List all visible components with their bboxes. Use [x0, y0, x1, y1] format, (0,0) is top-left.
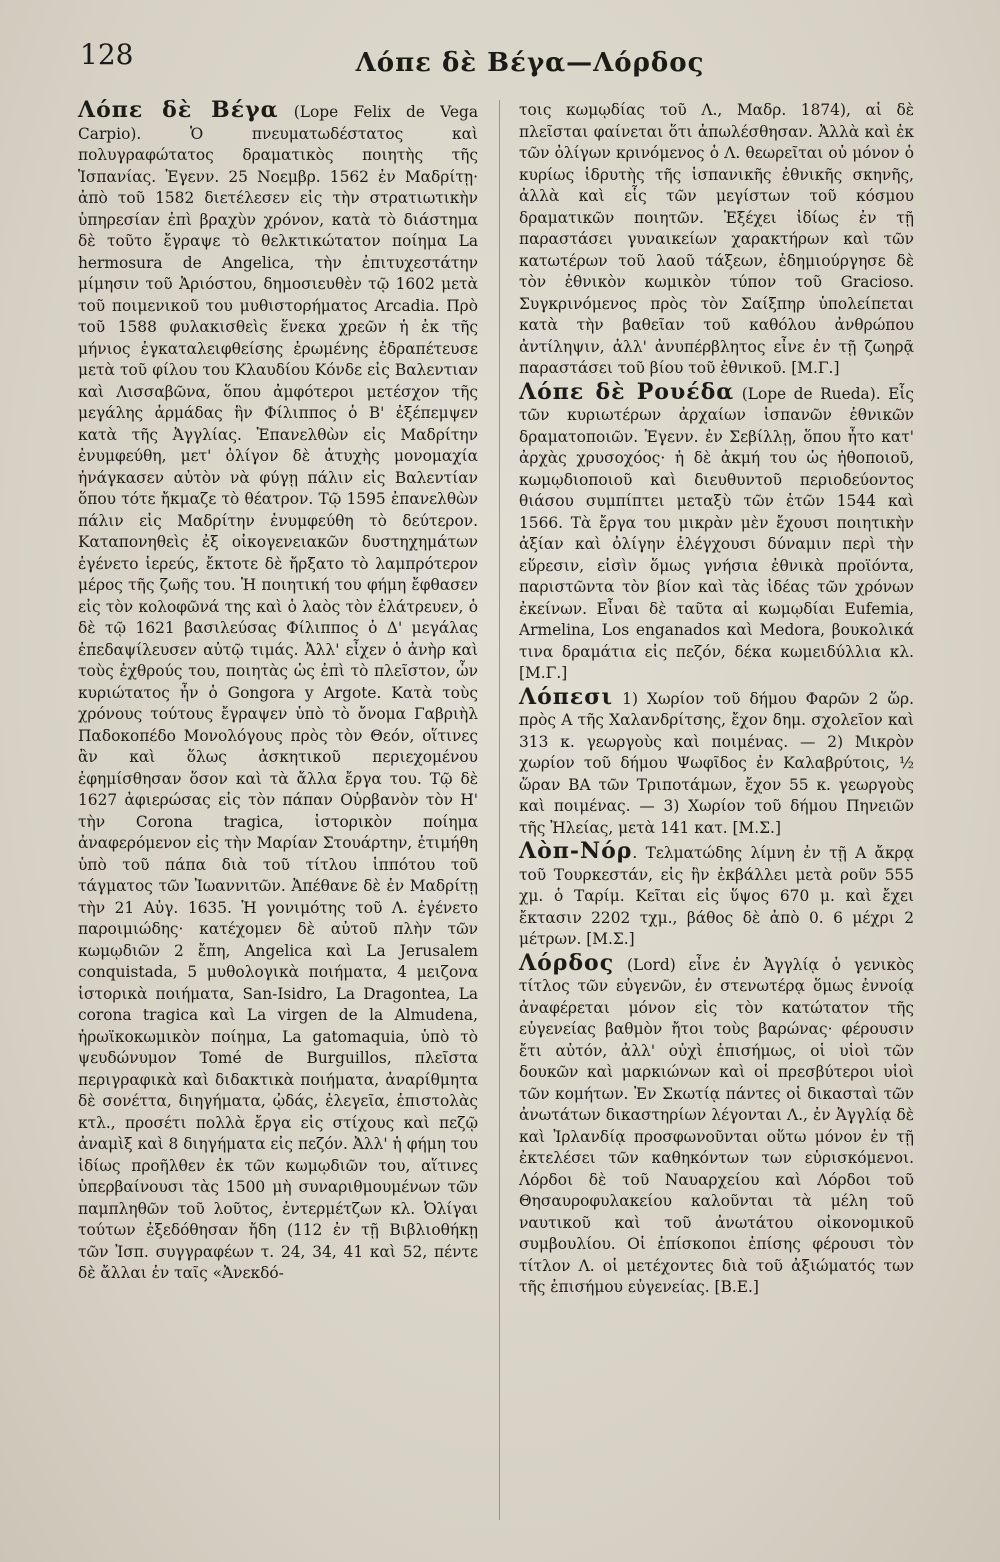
- entry-paragraph: [519, 100, 914, 380]
- entry-lordos: [519, 949, 914, 1299]
- right-column: [519, 100, 914, 1301]
- entry-paragraph: [519, 838, 914, 951]
- entry-text: (Lope Felix de Vega Carpio). Ὁ πνευματωδέστατος καὶ πολυγραφώτατος δραματικὸς ποιητὴς τῆς Ἱσπανίας. Ἐγενν. 25 Νοεμβρ. 1562 ἐν Μαδρίτῃ· ἀπὸ τοῦ 1582 διετέλεσεν εἰς τὴν στρατιωτικὴν ὑπηρεσίαν ἐπὶ βραχὺν χρόνον, κατὰ τὸ διάστημα δὲ τοῦτο ἔγραψε τὸ θελκτικώτατον ποίημα La hermosura de Angelica, τὴν ἐπιτυχεστάτην μίμησιν τοῦ Ἀριόστου, δημοσιευθὲν τῷ 1602 μετὰ τοῦ ποιμενικοῦ του μυθιστορήματος Arcadia. Πρὸ τοῦ 1588 φυλακισθεὶς ἕνεκα χρεῶν ἡ ἐκ τῆς μήνιος ἐγκαταλειφθείσης ἐρωμένης ἐδραπέτευσε μετὰ τοῦ φίλου του Κλαυδίου Κόνδε εἰς Βαλεντιαν καὶ Λισσαβῶνα, ὅπου ἀμφότεροι μετέσχον τῆς μεγάλης ἁρμάδας ἣν Φίλιππος ὁ Β' ἐξέπεμψεν κατὰ τῆς Ἀγγλίας. Ἐπανελθὼν εἰς Μαδρίτην ἐνυμφεύθη, μετ' ὀλίγον δὲ ἀτυχὴς μονομαχία ἠνάγκασεν αὐτὸν νὰ φύγῃ πάλιν εἰς Βαλεντίαν ὅπου τότε ἤκμαζε τὸ θέατρον. Τῷ 1595 ἐπανελθὼν πάλιν εἰς Μαδρίτην ἐνυμφεύθη τὸ δεύτερον. Καταπονηθεὶς ἐξ οἰκογενειακῶν δυστηχημάτων ἐγένετο ἱερεύς, ἔκτοτε δὲ ἤρξατο τὸ λαμπρότερον μέρος τῆς ζωῆς του. Ἡ ποιητική του φήμη ἔφθασεν εἰς τὸν κολοφῶνά της καὶ ὁ λαὸς τὸν ἐλάτρευεν, ὁ δὲ τῷ 1621 βασιλεύσας Φίλιππος ὁ Δ' μεγάλας ἐπεδαψίλευσεν αὐτῷ τιμάς. Ἀλλ' εἶχεν ὁ ἀνὴρ καὶ τοὺς ἐχθρούς του, ποιητὰς ὡς ἐπὶ τὸ πλεῖστον, ὧν κυριώτατος ἦν ὁ Gongora y Argote. Κατὰ τοὺς χρόνους τούτους ἔγραψεν ὑπὸ τὸ ὄνομα Γαβριὴλ Παδοκοπέδο Μονολόγους πρὸς τὸν Θεόν, οἵτινες ἂν καὶ ὅλως ἀσκητικοῦ περιεχομένου ἐφημίσθησαν ὅσον καὶ τὰ ἄλλα ἔργα του. Τῷ δὲ 1627 ἀφιερώσας εἰς τὸν πάπαν Οὐρβανὸν τὸν Η' τὴν Corona tragica, ἱστορικὸν ποίημα ἀναφερόμενον εἰς τὴν Μαρίαν Στουάρτην, ἐτιμήθη ὑπὸ τοῦ πάπα διὰ τοῦ τίτλου ἱππότου τοῦ τάγματος τῶν Ἰωαννιτῶν. Ἀπέθανε δὲ ἐν Μαδρίτῃ τὴν 21 Αὐγ. 1635. Ἡ γονιμότης τοῦ Λ. ἐγένετο παροιμιώδης· κατέχομεν δὲ αὐτοῦ πλὴν τῶν κωμῳδιῶν 2 ἔπη, Angelica καὶ La Jerusalem conquistada, 5 μυθολογικὰ ποιήματα, 4 μειζονα ἱστορικὰ ποιήματα, San-Isidro, La Dragontea, La corona tragica καὶ La virgen de la Almudena, ἡρωϊκοκωμικὸν ποίημα, La gatomaquia, ὑπὸ τὸ ψευδώνυμον Tomé de Burguillos, πλεῖστα περιγραφικὰ καὶ διδακτικὰ ποιήματα, ἀναρίθμητα δὲ σονέττα, διηγήματα, ᾠδάς, ἐλεγεῖα, ἐπιστολὰς κτλ., προσέτι πολλὰ ἔργα εἰς στίχους καὶ πεζῷ ἀναμὶξ καὶ 8 διηγήματα εἰς πεζόν. Ἀλλ' ἡ φήμη του ἰδίως προῆλθεν ἐκ τῶν κωμῳδιῶν του, αἵτινες ὑπερβαίνουσι τὰς 1500 μὴ συναριθμουμένων τῶν παμπληθῶν τοῦ λοῦτος, ἐντερμέτζων κλ. Ὀλίγαι τούτων ἐξεδόθησαν ἤδη (112 ἐν τῇ Βιβλιοθήκῃ τῶν Ἰσπ. συγγραφέων τ. 24, 34, 41 καὶ 52, πέντε δὲ ἄλλαι ἐν ταῖς «Ἀνεκδό-: [78, 103, 478, 1282]
- headword: Λόρδος: [519, 949, 615, 976]
- entry-text: . Τελματώδης λίμνη ἐν τῇ Α ἄκρᾳ τοῦ Τουρκεστάν, εἰς ἣν ἐκβάλλει μετὰ ροῦν 555 χμ. ὁ Ταρίμ. Κεῖται εἰς ὕψος 670 μ. καὶ ἔχει ἔκτασιν 2202 τχμ., βάθος δὲ ἀπὸ 0. 6 μέχρι 2 μέτρων. [Μ.Σ.]: [519, 844, 914, 948]
- headword: Λὸπ-Νόρ: [519, 838, 633, 864]
- column-divider: [499, 100, 500, 1520]
- running-head: Λόπε δὲ Βέγα—Λόρδος: [355, 48, 705, 78]
- entry-paragraph: [519, 949, 914, 1299]
- left-column: [78, 97, 478, 1287]
- entry-text: (Lope de Rueda). Εἷς τῶν κυριωτέρων ἀρχαίων ἱσπανῶν ἐθνικῶν δραματοποιῶν. Ἐγενν. ἐν Σεβίλλῃ, ὅπου ἦτο κατ' ἀρχὰς χρυσοχόος· ἡ δὲ ἀκμή του ὡς ἠθοποιοῦ, κωμῳδιοποιοῦ καὶ διευθυντοῦ περιοδεύοντος θιάσου συμπίπτει μεταξὺ τῶν ἐτῶν 1544 καὶ 1566. Τὰ ἔργα του μικρὰν μὲν ἔχουσι ποιητικὴν ἀξίαν καὶ ὀλίγην ἐλέγχουσι δύναμιν περὶ τὴν εὕρεσιν, εἰσὶν ὅμως γνήσια ἐθνικὰ προϊόντα, παριστῶντα τὸν βίον καὶ τὰς ἰδέας τῶν χρόνων ἐκείνων. Εἶναι δὲ ταῦτα αἱ κωμῳδίαι Eufemia, Armelina, Los enganados καὶ Medora, βουκολικά τινα δραμάτια εἰς πεζόν, δέκα κωμειδύλλια κλ. [Μ.Γ.]: [519, 384, 915, 682]
- entry-lope-de-vega-continued: [519, 100, 914, 380]
- entry-text: (Lord) εἶνε ἐν Ἀγγλίᾳ ὁ γενικὸς τίτλος τῶν εὐγενῶν, ἐν στενωτέρᾳ ὅμως ἐννοίᾳ ἀναφέρεται μόνον εἰς τὸν κατώτατον τῆς εὐγενείας βαθμὸν ἤτοι τοὺς βαρώνας· φέρουσιν ἔτι αὐτόν, ἀλλ' οὐχὶ ἐπισήμως, οἱ υἱοὶ τῶν δουκῶν καὶ μαρκιώνων καὶ οἱ πρεσβύτεροι υἱοὶ τῶν κομήτων. Ἐν Σκωτίᾳ πάντες οἱ δικασταὶ τῶν ἀνωτάτων δικαστηρίων λέγονται Λ., ἐν Ἀγγλίᾳ δὲ καὶ Ἰρλανδίᾳ προσφωνοῦνται οὕτω μόνον ἐν τῇ ἐκτελέσει τῶν καθηκόντων των εὑρισκόμενοι. Λόρδοι δὲ τοῦ Ναυαρχείου καὶ Λόρδοι τοῦ Θησαυροφυλακείου καλοῦνται τὰ μέλη τοῦ ναυτικοῦ καὶ τοῦ ἀνωτάτου οἰκονομικοῦ συμβουλίου. Οἱ ἐπίσκοποι ἐπίσης φέρουσι τὸν τίτλον Λ. οἱ μετέχοντες διὰ τοῦ ἀξιώματός των τῆς ἐπισήμου εὐγενείας. [Β.Ε.]: [519, 955, 914, 1296]
- entry-text: τοις κωμῳδίας τοῦ Λ., Μαδρ. 1874), αἱ δὲ πλεῖσται φαίνεται ὅτι ἀπωλέσθησαν. Ἀλλὰ καὶ ἐκ τῶν ὀλίγων κρινόμενος ὁ Λ. θεωρεῖται οὐ μόνον ὁ κυρίως ἱδρυτὴς τῆς ἱσπανικῆς ἐθνικῆς σκηνῆς, ἀλλὰ καὶ εἷς τῶν μεγίστων τοῦ κόσμου δραματικῶν ποιητῶν. Ἐξέχει ἰδίως ἐν τῇ παραστάσει γυναικείων χαρακτήρων καὶ τῶν κατωτέρων τοῦ λαοῦ τάξεων, ἐδημιούργησε δὲ τὸν ἐθνικὸν κωμικὸν τύπον τοῦ Gracioso. Συγκρινόμενος πρὸς τὸν Σαίξπηρ ὑπολείπεται κατὰ τὴν βαθεῖαν τοῦ καθόλου ἀνθρώπου ἀντίληψιν, ἀλλ' ἀνυπέρβλητος εἶνε ἐν τῇ ζωηρᾷ παραστάσει τοῦ βίου τοῦ ἐθνικοῦ. [Μ.Γ.]: [519, 101, 914, 377]
- headword: Λόπεσι: [519, 683, 614, 710]
- entry-paragraph: [519, 683, 914, 840]
- entry-paragraph: [519, 378, 915, 685]
- headword: Λόπε δὲ Βέγα: [78, 97, 279, 123]
- entry-lopesi: [519, 683, 914, 840]
- entry-paragraph: [78, 97, 478, 1285]
- page-number: 128: [80, 38, 134, 71]
- entry-lop-nor: [519, 838, 914, 951]
- entry-lope-de-vega: [78, 97, 478, 1285]
- entry-lope-de-rueda: [519, 378, 915, 685]
- entry-text: 1) Χωρίον τοῦ δήμου Φαρῶν 2 ὥρ. πρὸς Α τῆς Χαλανδρίτσης, ἔχον δημ. σχολεῖον καὶ 313 κ. γεωργοὺς καὶ ποιμένας. — 2) Μικρὸν χωρίον τοῦ δήμου Ψωφῖδος ἐν Καλαβρύτοις, ½ ὥραν ΒΑ τῶν Τριποτάμων, ἔχον 55 κ. γεωργοὺς καὶ ποιμένας. — 3) Χωρίον τοῦ δήμου Πηνειῶν τῆς Ἠλείας, μετὰ 141 κατ. [Μ.Σ.]: [519, 689, 914, 837]
- headword: Λόπε δὲ Ρουέδα: [519, 378, 735, 405]
